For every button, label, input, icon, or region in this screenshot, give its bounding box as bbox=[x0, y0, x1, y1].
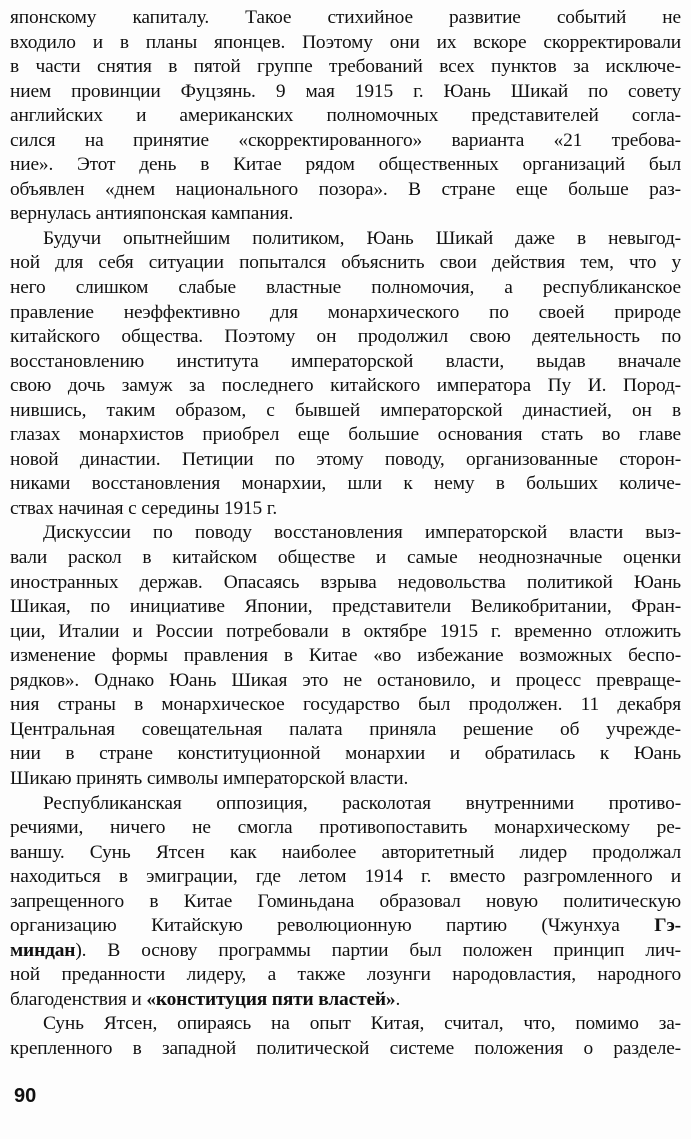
paragraph-3 bbox=[10, 521, 681, 791]
text-line: находиться в эмиграции, где летом 1914 г. вместо разгромленного и bbox=[10, 866, 681, 888]
paragraph-5 bbox=[10, 1012, 681, 1061]
text-line: ваншу. Сунь Ятсен как наиболее авторитетный лидер продолжал bbox=[10, 841, 681, 863]
text-line: ной преданности лидеру, а также лозунги народовластия, народного bbox=[10, 964, 681, 986]
paragraph-1 bbox=[10, 6, 681, 227]
text-line: организацию Китайскую революционную партию (Чжунхуа Гэ- bbox=[10, 915, 681, 937]
text-line: вернулась антияпонская кампания. bbox=[10, 203, 294, 225]
text-line: объявлен «днем национального позора». В стране еще больше раз- bbox=[10, 178, 681, 200]
text-line: вали раскол в китайском обществе и самые неоднозначные оценки bbox=[10, 547, 681, 569]
text-line: Дискуссии по поводу восстановления императорской власти выз- bbox=[43, 522, 681, 544]
text-line: нием провинции Фуцзянь. 9 мая 1915 г. Юань Шикай по совету bbox=[10, 80, 681, 102]
text-line: Сунь Ятсен, опираясь на опыт Китая, считал, что, помимо за- bbox=[43, 1013, 681, 1035]
text-line: изменение формы правления в Китае «во избежание возможных беспо- bbox=[10, 645, 681, 667]
text-line: него слишком слабые властные полномочия, а республиканское bbox=[10, 277, 681, 299]
text-line: Шикаю принять символы императорской власти. bbox=[10, 767, 409, 789]
text-line: ствах начиная с середины 1915 г. bbox=[10, 497, 278, 519]
text-line: Шикая, по инициативе Японии, представители Великобритании, Фран- bbox=[10, 596, 681, 618]
text-line: никами восстановления монархии, шли к нему в больших количе- bbox=[10, 473, 681, 495]
body-text bbox=[10, 6, 681, 1062]
text-line: сился на принятие «скорректированного» варианта «21 требова- bbox=[10, 129, 681, 151]
text-line: восстановлению института императорской власти, выдав вначале bbox=[10, 350, 681, 372]
text-line: ной для себя ситуации попытался объяснить свои действия тем, что у bbox=[10, 252, 681, 274]
text-line: ние». Этот день в Китае рядом общественных организаций был bbox=[10, 154, 681, 176]
page-number: 90 bbox=[14, 1085, 37, 1107]
text-line: глазах монархистов приобрел еще большие основания стать во главе bbox=[10, 424, 681, 446]
text-line: японскому капиталу. Такое стихийное развитие событий не bbox=[10, 7, 681, 28]
text-line: рядков». Однако Юань Шикая это не остановило, и процесс превраще- bbox=[10, 669, 681, 691]
text-line: ции, Италии и России потребовали в октябре 1915 г. временно отложить bbox=[10, 620, 681, 642]
text-line: Центральная совещательная палата приняла решение об учрежде- bbox=[10, 718, 681, 740]
text-line: в части снятия в пятой группе требований всех пунктов за исключе- bbox=[10, 56, 681, 78]
text-line: миндан). В основу программы партии был положен принцип лич- bbox=[10, 939, 681, 961]
text-line: иностранных держав. Опасаясь взрыва недовольства политикой Юань bbox=[10, 571, 681, 593]
text-line: речиями, ничего не смогла противопоставить монархическому ре- bbox=[10, 817, 681, 839]
text-line: крепленного в западной политической системе положения о разделе- bbox=[10, 1037, 681, 1059]
text-line: новой династии. Петиции по этому поводу, организованные сторон- bbox=[10, 448, 681, 470]
text-line: Будучи опытнейшим политиком, Юань Шикай даже в невыгод- bbox=[43, 227, 681, 249]
text-line: китайского общества. Поэтому он продолжил свою деятельность по bbox=[10, 326, 681, 348]
text-line: свою дочь замуж за последнего китайского императора Пу И. Пород- bbox=[10, 375, 681, 397]
text-line: Республиканская оппозиция, расколотая внутренними противо- bbox=[43, 792, 681, 814]
paragraph-4 bbox=[10, 792, 681, 1013]
text-line: английских и американских полномочных представителей согла- bbox=[10, 105, 681, 127]
text-line: нившись, таким образом, с бывшей императорской династией, он в bbox=[10, 399, 681, 421]
text-line: правление неэффективно для монархического по своей природе bbox=[10, 301, 681, 323]
text-line: входило и в планы японцев. Поэтому они их вскоре скорректировали bbox=[10, 31, 681, 53]
paragraph-2 bbox=[10, 227, 681, 522]
text-line: ния страны в монархическое государство был продолжен. 11 декабря bbox=[10, 694, 681, 716]
text-line: благоденствия и «конституция пяти властей». bbox=[10, 988, 401, 1010]
text-line: запрещенного в Китае Гоминьдана образовал новую политическую bbox=[10, 890, 681, 912]
text-line: нии в стране конституционной монархии и обратилась к Юань bbox=[10, 743, 681, 765]
